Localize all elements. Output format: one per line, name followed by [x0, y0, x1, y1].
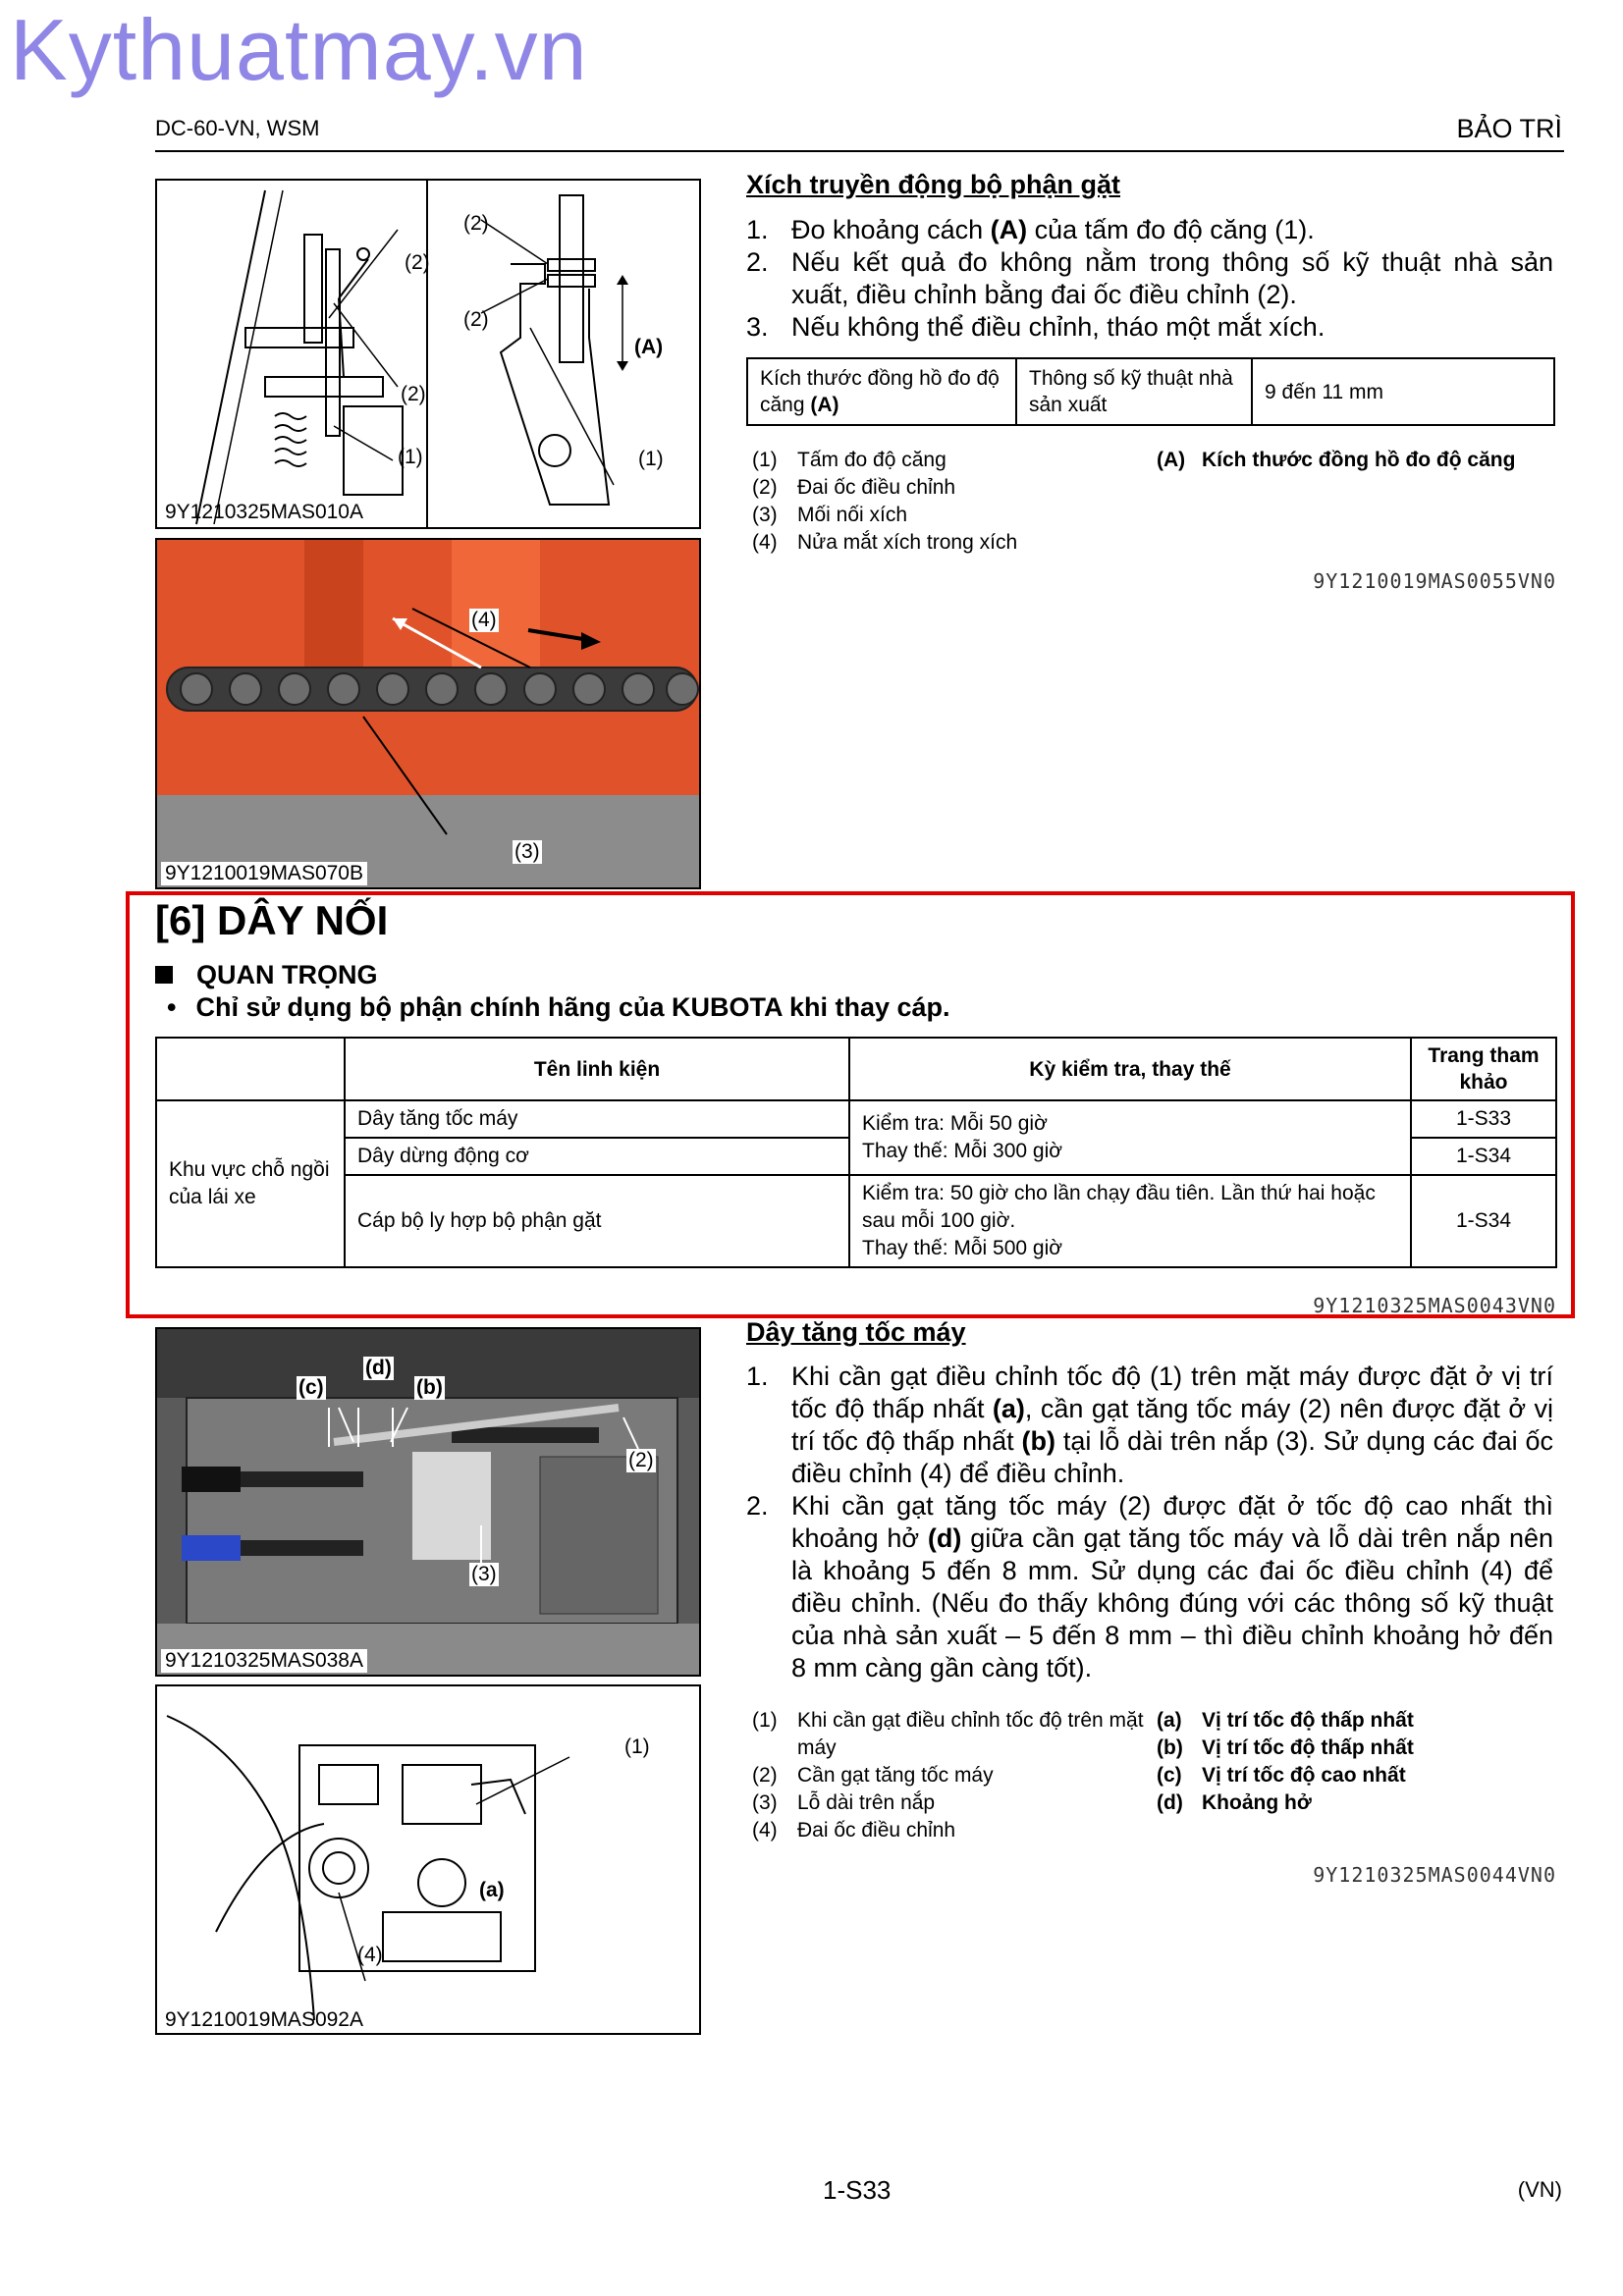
figure-tension-plate	[155, 179, 701, 529]
chain-legend-right	[1157, 447, 1559, 474]
fig3-label-3: (3)	[471, 1563, 497, 1585]
section-6-doc-code: 9Y1210325MAS0043VN0	[1313, 1294, 1556, 1317]
fig4-label-4: (4)	[357, 1944, 383, 1966]
throttle-step-1: 1. Khi cần gạt điều chỉnh tốc độ (1) trên mặt máy được đặt ở vị trí tốc độ thấp nhất (a), cần gạt tăng tốc máy (2) nên được đặt ở vị trí tốc độ thấp nhất (b) tại lỗ dài trên nắp (3). Sử dụng các đai ốc điều chỉnh (4) để điều chỉnh.	[746, 1362, 1553, 1488]
fig1-code: 9Y1210325MAS010A	[165, 501, 363, 523]
legend-item: (c) Vị trí tốc độ cao nhất	[1157, 1764, 1406, 1787]
legend-item: (a) Vị trí tốc độ thấp nhất	[1157, 1709, 1414, 1732]
fig1-label-2c: (2)	[463, 212, 489, 235]
part-cell: Cáp bộ ly hợp bộ phận gặt	[345, 1175, 849, 1267]
chain-photo-illustration	[157, 540, 699, 887]
fig1-label-A: (A)	[634, 336, 664, 358]
legend-item: (4) Nửa mắt xích trong xích	[752, 531, 1018, 554]
fig3-label-d: (d)	[365, 1357, 392, 1379]
chain-legend	[752, 447, 1145, 557]
legend-item: (2) Cần gạt tăng tốc máy	[752, 1764, 994, 1787]
tension-plate-drawing	[157, 181, 699, 527]
header-section: BẢO TRÌ	[1456, 114, 1562, 143]
table-row	[156, 1100, 1556, 1138]
fig1-label-2d: (2)	[463, 308, 489, 331]
bullet-dot-icon: •	[167, 992, 177, 1022]
interval-cell: Kiểm tra: Mỗi 50 giờ Thay thế: Mỗi 300 giờ	[849, 1100, 1411, 1175]
throttle-doc-code: 9Y1210325MAS0044VN0	[1313, 1863, 1556, 1887]
language-code: (VN)	[1517, 2177, 1562, 2202]
legend-item: (A) Kích thước đồng hồ đo độ căng	[1157, 449, 1516, 471]
part-cell: Dây dừng động cơ	[345, 1138, 849, 1175]
cable-parts-table	[155, 1037, 1557, 1268]
throttle-step-2: 2. Khi cần gạt tăng tốc máy (2) được đặt ở tốc độ cao nhất thì khoảng hở (d) giữa cần gạt tăng tốc máy và lỗ dài trên nắp nên là khoảng 5 đến 8 mm. Sử dụng các đai ốc điều chỉnh (4) để điều chỉnh. (Nếu đo thấy không đúng với các thông số kỹ thuật của nhà sản xuất – 5 đến 8 mm – thì điều chỉnh khoảng hở đến 8 mm càng gần càng tốt).	[746, 1491, 1553, 1682]
legend-item: (3) Mối nối xích	[752, 504, 908, 526]
legend-item: (3) Lỗ dài trên nắp	[752, 1791, 936, 1814]
chain-steps	[746, 214, 1553, 344]
figure-chain-photo	[155, 538, 701, 889]
table-header-ref: Trang tham khảo	[1411, 1038, 1556, 1100]
legend-item: (4) Đai ốc điều chỉnh	[752, 1819, 956, 1842]
fig2-label-4: (4)	[471, 609, 497, 631]
fig3-label-2: (2)	[628, 1449, 654, 1471]
fig4-code: 9Y1210019MAS092A	[165, 2008, 363, 2031]
legend-item: (1) Tấm đo độ căng	[752, 449, 947, 471]
important-heading: QUAN TRỌNG	[155, 960, 378, 990]
fig1-label-2b: (2)	[401, 383, 426, 405]
engine-governor-drawing	[157, 1686, 699, 2033]
table-row	[156, 1175, 1556, 1267]
important-note: • Chỉ sử dụng bộ phận chính hãng của KUBOTA khi thay cáp.	[167, 992, 950, 1022]
throttle-section-title: Dây tăng tốc máy	[746, 1317, 966, 1347]
spec-label: Thông số kỹ thuật nhà sản xuất	[1016, 358, 1252, 425]
page-number: 1-S33	[823, 2175, 892, 2205]
table-header-part: Tên linh kiện	[345, 1038, 849, 1100]
chain-spec-table	[746, 357, 1555, 426]
fig1-label-1a: (1)	[398, 446, 423, 468]
fig2-label-3: (3)	[514, 840, 540, 863]
ref-cell: 1-S34	[1411, 1138, 1556, 1175]
watermark: Kythuatmay.vn	[10, 1, 588, 98]
legend-item: (1) Khi cần gạt điều chỉnh tốc độ trên mặt máy	[752, 1709, 1144, 1759]
fig4-label-a: (a)	[479, 1879, 505, 1901]
header-rule	[155, 150, 1564, 152]
fig2-code: 9Y1210019MAS070B	[161, 862, 367, 885]
table-header-interval: Kỳ kiểm tra, thay thế	[849, 1038, 1411, 1100]
header-model: DC-60-VN, WSM	[155, 116, 320, 140]
chain-step-1: 1. Đo khoảng cách (A) của tấm đo độ căng (1).	[746, 215, 1315, 244]
fig3-label-c: (c)	[298, 1376, 324, 1399]
fig3-code: 9Y1210325MAS038A	[161, 1649, 367, 1673]
fig1-label-2a: (2)	[405, 251, 430, 274]
fig3-label-b: (b)	[416, 1376, 443, 1399]
throttle-steps	[746, 1361, 1553, 1684]
chain-step-3: 3. Nếu không thể điều chỉnh, tháo một mắt xích.	[746, 312, 1325, 342]
fig1-label-1b: (1)	[638, 448, 664, 470]
section-6-title: [6] DÂY NỐI	[155, 897, 389, 943]
legend-item: (b) Vị trí tốc độ thấp nhất	[1157, 1736, 1414, 1759]
chain-doc-code: 9Y1210019MAS0055VN0	[1313, 569, 1556, 593]
chain-section-title: Xích truyền động bộ phận gặt	[746, 170, 1120, 199]
legend-item: (2) Đai ốc điều chỉnh	[752, 476, 956, 499]
square-bullet-icon	[155, 966, 173, 984]
ref-cell: 1-S34	[1411, 1175, 1556, 1267]
interval-cell: Kiểm tra: 50 giờ cho lần chạy đầu tiên. Lần thứ hai hoặc sau mỗi 100 giờ. Thay thế: Mỗi 500 giờ	[849, 1175, 1411, 1267]
throttle-legend	[752, 1707, 1145, 1844]
figure-engine-governor	[155, 1684, 701, 2035]
part-cell: Dây tăng tốc máy	[345, 1100, 849, 1138]
fig4-label-1: (1)	[624, 1735, 650, 1758]
figure-throttle-panel-photo	[155, 1327, 701, 1677]
spec-value: 9 đến 11 mm	[1252, 358, 1554, 425]
ref-cell: 1-S33	[1411, 1100, 1556, 1138]
table-header-area	[156, 1038, 345, 1100]
spec-item: Kích thước đồng hồ đo độ căng (A)	[747, 358, 1016, 425]
chain-step-2: 2. Nếu kết quả đo không nằm trong thông số kỹ thuật nhà sản xuất, điều chỉnh bằng đai ốc điều chỉnh (2).	[746, 247, 1553, 309]
legend-item: (d) Khoảng hở	[1157, 1791, 1312, 1814]
throttle-legend-right	[1157, 1707, 1559, 1817]
area-cell: Khu vực chỗ ngồi của lái xe	[156, 1100, 345, 1267]
